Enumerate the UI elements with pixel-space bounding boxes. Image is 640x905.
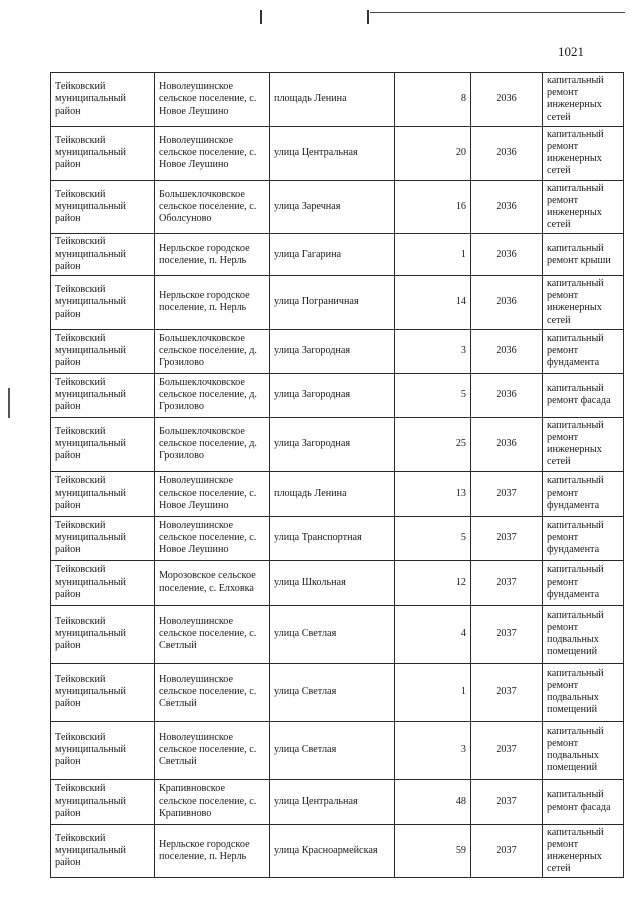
district-cell: Тейковский муниципальный район [51, 824, 155, 878]
table-body [51, 73, 624, 878]
house-number-cell: 8 [395, 73, 471, 127]
district-cell: Тейковский муниципальный район [51, 516, 155, 560]
work-type-cell: капитальный ремонт фундамента [543, 471, 624, 516]
work-type-cell: капитальный ремонт инженерных сетей [543, 824, 624, 878]
table-row [51, 329, 624, 373]
year-cell: 2036 [471, 329, 543, 373]
year-cell: 2036 [471, 73, 543, 127]
street-cell: площадь Ленина [270, 73, 395, 127]
table-row [51, 373, 624, 417]
year-cell: 2037 [471, 663, 543, 721]
settlement-cell: Новолеушинское сельское поселение, с. Новое Леушино [155, 516, 270, 560]
street-cell: улица Загородная [270, 329, 395, 373]
year-cell: 2036 [471, 276, 543, 330]
work-type-cell: капитальный ремонт инженерных сетей [543, 180, 624, 234]
work-type-cell: капитальный ремонт фундамента [543, 516, 624, 560]
year-cell: 2037 [471, 721, 543, 779]
work-type-cell: капитальный ремонт инженерных сетей [543, 126, 624, 180]
work-type-cell: капитальный ремонт фундамента [543, 560, 624, 605]
street-cell: улица Загородная [270, 373, 395, 417]
work-type-cell: капитальный ремонт подвальных помещений [543, 605, 624, 663]
table-row [51, 663, 624, 721]
scan-mark-left [260, 10, 262, 24]
district-cell: Тейковский муниципальный район [51, 417, 155, 471]
house-number-cell: 25 [395, 417, 471, 471]
year-cell: 2036 [471, 373, 543, 417]
year-cell: 2037 [471, 471, 543, 516]
page-number: 1021 [558, 44, 584, 59]
table-row [51, 73, 624, 127]
table-row [51, 471, 624, 516]
district-cell: Тейковский муниципальный район [51, 605, 155, 663]
settlement-cell: Морозовское сельское поселение, с. Елховка [155, 560, 270, 605]
house-number-cell: 1 [395, 663, 471, 721]
settlement-cell: Новолеушинское сельское поселение, с. Светлый [155, 663, 270, 721]
settlement-cell: Нерльское городское поселение, п. Нерль [155, 276, 270, 330]
settlement-cell: Нерльское городское поселение, п. Нерль [155, 824, 270, 878]
district-cell: Тейковский муниципальный район [51, 779, 155, 824]
street-cell: улица Светлая [270, 721, 395, 779]
work-type-cell: капитальный ремонт фундамента [543, 329, 624, 373]
table-row [51, 180, 624, 234]
year-cell: 2036 [471, 126, 543, 180]
year-cell: 2037 [471, 779, 543, 824]
table-row [51, 779, 624, 824]
street-cell: улица Светлая [270, 605, 395, 663]
year-cell: 2036 [471, 417, 543, 471]
settlement-cell: Нерльское городское поселение, п. Нерль [155, 234, 270, 276]
year-cell: 2037 [471, 516, 543, 560]
district-cell: Тейковский муниципальный район [51, 276, 155, 330]
work-type-cell: капитальный ремонт фасада [543, 779, 624, 824]
settlement-cell: Новолеушинское сельское поселение, с. Новое Леушино [155, 126, 270, 180]
settlement-cell: Большеклочковское сельское поселение, д. Грозилово [155, 329, 270, 373]
settlement-cell: Большеклочковское сельское поселение, д. Грозилово [155, 417, 270, 471]
settlement-cell: Крапивновское сельское поселение, с. Крапивново [155, 779, 270, 824]
street-cell: площадь Ленина [270, 471, 395, 516]
house-number-cell: 20 [395, 126, 471, 180]
work-type-cell: капитальный ремонт инженерных сетей [543, 417, 624, 471]
house-number-cell: 5 [395, 516, 471, 560]
table-row [51, 516, 624, 560]
work-type-cell: капитальный ремонт фасада [543, 373, 624, 417]
district-cell: Тейковский муниципальный район [51, 73, 155, 127]
street-cell: улица Центральная [270, 779, 395, 824]
house-number-cell: 3 [395, 329, 471, 373]
settlement-cell: Новолеушинское сельское поселение, с. Светлый [155, 605, 270, 663]
house-number-cell: 3 [395, 721, 471, 779]
table-row [51, 417, 624, 471]
street-cell: улица Загородная [270, 417, 395, 471]
house-number-cell: 59 [395, 824, 471, 878]
settlement-cell: Новолеушинское сельское поселение, с. Новое Леушино [155, 471, 270, 516]
housing-repair-table [50, 72, 624, 878]
work-type-cell: капитальный ремонт подвальных помещений [543, 721, 624, 779]
street-cell: улица Центральная [270, 126, 395, 180]
district-cell: Тейковский муниципальный район [51, 663, 155, 721]
house-number-cell: 12 [395, 560, 471, 605]
work-type-cell: капитальный ремонт подвальных помещений [543, 663, 624, 721]
street-cell: улица Гагарина [270, 234, 395, 276]
district-cell: Тейковский муниципальный район [51, 180, 155, 234]
settlement-cell: Большеклочковское сельское поселение, с. Оболсуново [155, 180, 270, 234]
table-row [51, 721, 624, 779]
district-cell: Тейковский муниципальный район [51, 373, 155, 417]
year-cell: 2036 [471, 234, 543, 276]
street-cell: улица Школьная [270, 560, 395, 605]
year-cell: 2037 [471, 560, 543, 605]
district-cell: Тейковский муниципальный район [51, 721, 155, 779]
settlement-cell: Новолеушинское сельское поселение, с. Новое Леушино [155, 73, 270, 127]
settlement-cell: Новолеушинское сельское поселение, с. Светлый [155, 721, 270, 779]
table-row [51, 605, 624, 663]
house-number-cell: 5 [395, 373, 471, 417]
district-cell: Тейковский муниципальный район [51, 560, 155, 605]
table-row [51, 276, 624, 330]
scan-mark-right [367, 10, 369, 24]
table-row [51, 560, 624, 605]
year-cell: 2037 [471, 605, 543, 663]
street-cell: улица Красноармейская [270, 824, 395, 878]
street-cell: улица Транспортная [270, 516, 395, 560]
work-type-cell: капитальный ремонт инженерных сетей [543, 73, 624, 127]
house-number-cell: 14 [395, 276, 471, 330]
year-cell: 2036 [471, 180, 543, 234]
street-cell: улица Светлая [270, 663, 395, 721]
house-number-cell: 16 [395, 180, 471, 234]
scan-side-mark [8, 388, 10, 418]
district-cell: Тейковский муниципальный район [51, 329, 155, 373]
year-cell: 2037 [471, 824, 543, 878]
district-cell: Тейковский муниципальный район [51, 234, 155, 276]
house-number-cell: 4 [395, 605, 471, 663]
work-type-cell: капитальный ремонт инженерных сетей [543, 276, 624, 330]
street-cell: улица Пограничная [270, 276, 395, 330]
house-number-cell: 48 [395, 779, 471, 824]
street-cell: улица Заречная [270, 180, 395, 234]
work-type-cell: капитальный ремонт крыши [543, 234, 624, 276]
house-number-cell: 1 [395, 234, 471, 276]
table-row [51, 824, 624, 878]
district-cell: Тейковский муниципальный район [51, 471, 155, 516]
table-row [51, 126, 624, 180]
district-cell: Тейковский муниципальный район [51, 126, 155, 180]
settlement-cell: Большеклочковское сельское поселение, д. Грозилово [155, 373, 270, 417]
header-rule [370, 12, 625, 13]
table-row [51, 234, 624, 276]
house-number-cell: 13 [395, 471, 471, 516]
